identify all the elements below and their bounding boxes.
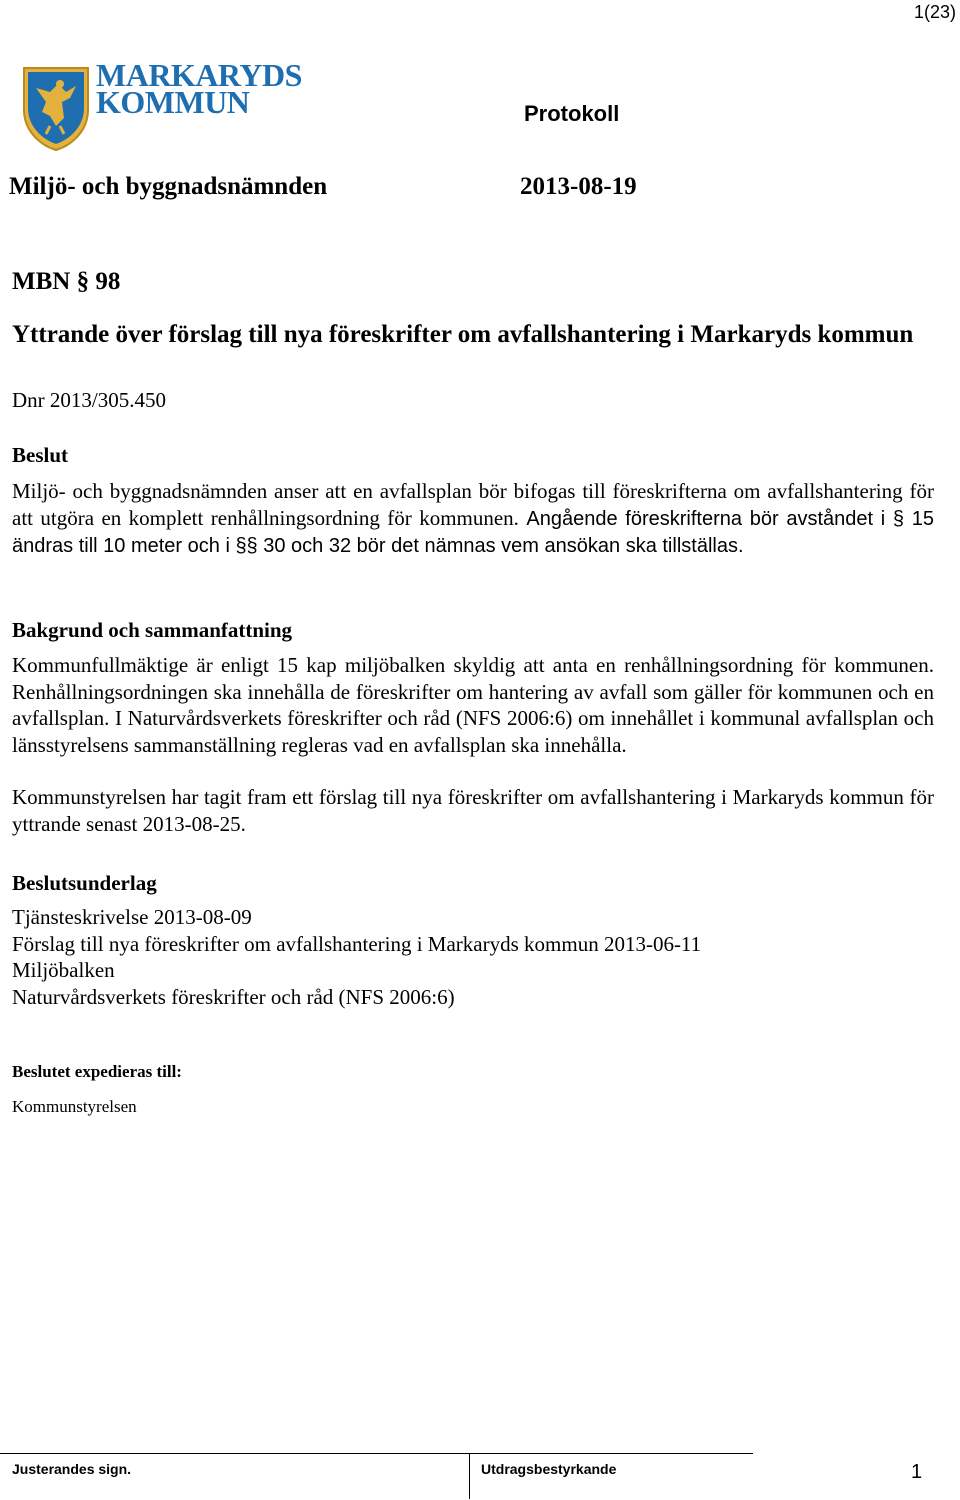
extract-certification-label: Utdragsbestyrkande <box>481 1461 617 1477</box>
basis-item: Miljöbalken <box>12 958 115 982</box>
section-id: MBN § 98 <box>12 268 121 295</box>
case-number: Dnr 2013/305.450 <box>12 388 166 412</box>
background-paragraph-2: Kommunstyrelsen har tagit fram ett förslag till nya föreskrifter om avfallshantering i Markaryds kommun för yttrande senast 2013-08-25. <box>12 785 934 836</box>
coat-of-arms-icon <box>20 62 92 152</box>
background-paragraph-1: Kommunfullmäktige är enligt 15 kap miljöbalken skyldig att anta en renhållningsordning för kommunen. Renhållningsordningen ska innehålla de föreskrifter om hantering av avfall som gäller för kommunen och en avfallsplan. I Naturvårdsverkets föreskrifter och råd (NFS 2006:6) om innehållet i kommunal avfallsplan och länsstyrelsens sammanställning regleras vad en avfallsplan ska innehålla. <box>12 653 934 757</box>
basis-heading: Beslutsunderlag <box>12 871 157 895</box>
logo-line-2: KOMMUN <box>96 84 250 120</box>
document-type: Protokoll <box>524 101 620 126</box>
logo-wordmark <box>96 57 302 120</box>
dispatch-heading: Beslutet expedieras till: <box>12 1062 182 1081</box>
basis-item: Naturvårdsverkets föreskrifter och råd (NFS 2006:6) <box>12 984 455 1009</box>
basis-list <box>12 904 701 1010</box>
decision-text-serif: Miljö- och byggnadsnämnden anser att en avfallsplan bör bifogas till föreskrifterna om avfallshantering för att utgöra en komplett renhållningsordning för kommunen. <box>12 479 934 530</box>
footer-column-divider <box>469 1453 470 1499</box>
footer-page-number: 1 <box>911 1461 923 1483</box>
meeting-date: 2013-08-19 <box>520 173 637 200</box>
decision-heading: Beslut <box>12 443 69 467</box>
decision-text <box>12 478 934 560</box>
background-heading: Bakgrund och sammanfattning <box>12 618 293 642</box>
dispatch-recipient: Kommunstyrelsen <box>12 1097 137 1116</box>
footer-divider <box>0 1453 753 1454</box>
logo-line-1: MARKARYDS <box>96 57 302 93</box>
item-title: Yttrande över förslag till nya föreskrifter om avfallshantering i Markaryds kommun <box>12 321 914 348</box>
committee-name: Miljö- och byggnadsnämnden <box>9 173 328 200</box>
basis-item: Förslag till nya föreskrifter om avfallshantering i Markaryds kommun 2013-06-11 <box>12 931 702 956</box>
page-counter: 1(23) <box>913 2 956 22</box>
signature-label: Justerandes sign. <box>12 1461 132 1477</box>
decision-text-sans: Angående föreskrifterna bör avståndet i § 15 ändras till 10 meter och i §§ 30 och 32 bör det nämnas vem ansökan ska tillställas. <box>12 507 935 557</box>
basis-item: Tjänsteskrivelse 2013-08-09 <box>12 905 252 929</box>
municipality-logo <box>20 57 320 154</box>
